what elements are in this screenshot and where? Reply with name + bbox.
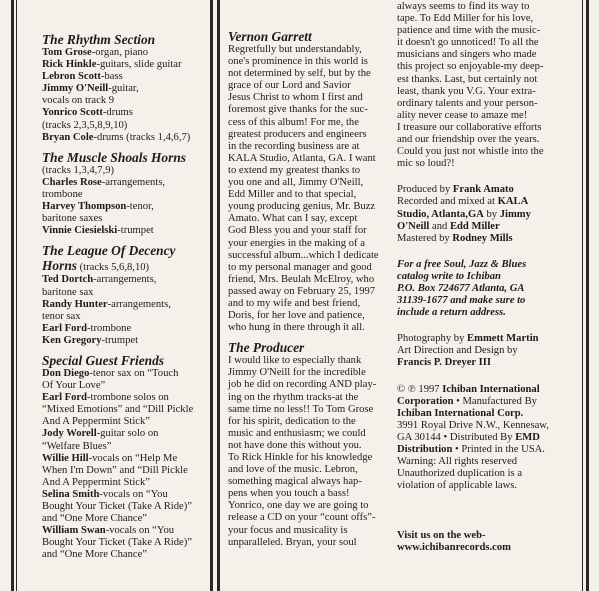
copyright-holder: Ichiban International [442,383,540,395]
guest-member-role: and “One More Chance” [42,549,148,561]
rhythm-member-name: Tom Grose [42,47,92,58]
league-member-name: Ken Gregory [42,334,102,346]
guest-line [42,537,208,549]
guest-line [42,368,208,380]
catalog-line: catalog write to Ichiban [397,270,501,282]
guest-line [42,392,208,404]
legal-notice [397,384,579,493]
text-line: least, thank you V.G. Your extra- [397,85,536,97]
rhythm-member-name: Bryan Cole [42,131,94,143]
text-line: Edd Miller and to that special, [228,189,357,201]
muscle-line [42,177,208,189]
guest-member-name: Earl Ford [42,392,88,404]
league-member-name: Ted Dortch [42,274,94,286]
guest-friends-list [42,368,208,562]
photo-label: Photography by [397,333,468,345]
rhythm-member-role: -drums (tracks 1,4,6,7) [93,131,191,143]
text-line: young producing genius, Mr. Buzz [228,201,376,213]
text-line: greatest producers and engineers [228,128,367,140]
league-line [42,274,208,286]
guest-member-name: Jody Worell [42,428,97,440]
and-label: and [429,220,450,232]
production-credits [397,184,579,244]
text-line: and love of the music. Lebron, [228,464,358,476]
rhythm-member-role: -bass [100,71,123,83]
text-line: in the recording business are at [228,140,360,152]
website-block [397,530,579,554]
muscle-shoals-heading: The Muscle Shoals Horns [42,149,186,165]
guest-member-role: -vocals on “You [99,488,168,500]
guest-member-name: William Swan [42,525,106,537]
league-list [42,274,208,347]
designer-name: Francis P. Dreyer III [397,357,491,369]
text-line: Could you just not whistle into the [397,146,544,158]
photographer-name: Emmett Martin [467,333,539,345]
guest-line [42,441,208,453]
recorded-label: Recorded and mixed at [397,196,498,208]
league-line [42,323,208,335]
distributed-by-label: GA 30144 • Distributed By [397,431,516,443]
guest-member-role: -tenor sax on “Touch [89,367,179,379]
rhythm-line [42,71,208,83]
muscle-member-name: Charles Rose [42,176,102,188]
rhythm-member-role: -drums [102,107,133,119]
producer-heading: The Producer [228,340,305,356]
muscle-member-role: -trumpet [117,225,154,237]
text-line: mic so loud?! [397,158,455,170]
guest-line [42,549,208,561]
text-line: unparalleled. Bryan, your soul [228,536,357,548]
guest-line [42,428,208,440]
photo-credits [397,333,579,369]
text-line: foremost give thanks for the suc- [228,104,368,116]
rhythm-line [42,59,208,71]
text-line: music and enthusiasm; we could [228,427,366,439]
studio-location: Studio, Atlanta,GA [397,208,484,220]
text-line: I treasure our collaborative efforts [397,121,542,133]
rhythm-line [42,107,208,119]
guest-friends-heading: Special Guest Friends [42,352,165,368]
right-column [397,1,579,555]
guest-member-role: “Mixed Emotions” and “Dill Pickle [42,404,194,416]
distributor-name: EMD [515,431,540,443]
engineer-last-name: O'Neill [397,220,430,232]
guest-member-role: -vocals on “You [105,525,175,537]
guest-member-role: -vocals on “Help Me [88,452,178,464]
producer-name: Frank Amato [452,184,514,196]
muscle-member-role: baritone saxes [42,213,103,225]
text-line: God Bless you and your staff for [228,225,367,237]
guest-member-role: Bought Your Ticket (Take A Ride)” [42,537,192,549]
text-line: Jimmy O'Neill for the incredible [228,367,366,379]
rhythm-section-list [42,47,208,144]
credits-column [42,32,208,561]
league-line [42,335,208,347]
muscle-line [42,213,208,225]
text-line: your energies in the making of a [228,237,365,249]
text-line: To Rick Hinkle for his knowledge [228,452,373,463]
producer-text [228,355,388,549]
manufactured-by-label: • Manufactured By [453,395,537,407]
by-label: by [483,208,500,220]
muscle-line [42,189,208,201]
guest-member-role: “Welfare Blues” [42,440,112,452]
left-border-rule [11,0,14,591]
muscle-member-name: Harvey Thompson [42,201,127,213]
text-line: not determined by self, but by the [228,68,371,80]
text-line: it doesn't go unnoticed! To all the [397,37,539,49]
muscle-line [42,225,208,237]
notes-column [228,29,388,549]
guest-line [42,525,208,537]
left-border-thin-rule [16,0,17,591]
text-line: you one and all, Jimmy O'Neill, [228,177,364,189]
text-line: your focus and musicality is [228,524,348,536]
league-member-role: -trumpet [101,334,139,346]
guest-line [42,513,208,525]
catalog-offer [397,259,579,319]
league-member-role: -arrangements, [107,298,171,310]
guest-line [42,477,208,489]
guest-line [42,416,208,428]
muscle-member-name: Vinnie Ciesielski [42,225,118,237]
league-member-role: tenor sax [42,310,81,322]
rhythm-line [42,83,208,95]
muscle-member-role: trombone [42,188,83,200]
guest-member-role: And A Peppermint Stick” [42,476,150,488]
catalog-line: For a free Soul, Jazz & Blues [397,258,527,270]
league-tracks: (tracks 5,6,8,10) [76,262,150,274]
center-rule-right [217,0,220,591]
copyright-holder-cont: Corporation [397,395,454,407]
rhythm-member-role: -guitar, [108,83,139,95]
engineer-first-name: Jimmy [499,208,531,220]
center-rule-left [210,0,213,591]
rhythm-member-name: Rick Hinkle [42,59,97,71]
website-url[interactable]: www.ichibanrecords.com [397,542,511,554]
rhythm-member-name: Yonrico Scott [42,107,103,119]
guest-member-name: Willie Hill [42,452,89,464]
league-line [42,299,208,311]
muscle-line [42,201,208,213]
league-heading-cont: Horns [42,258,77,274]
text-line: patience and time with the music- [397,25,541,37]
text-line: and our friendship over the years. [397,134,540,146]
guest-line [42,404,208,416]
guest-member-role: And A Peppermint Stick” [42,416,150,428]
rhythm-member-name: Lebron Scott [42,71,101,83]
text-line: Jesus Christ to whom I first and [228,92,363,104]
league-member-role: baritone sax [42,286,94,298]
distributor-name-cont: Distribution [397,444,453,455]
text-line: to my personal manager and good [228,261,372,273]
text-line: grace of our Lord and Savior [228,80,351,92]
rhythm-line [42,47,208,59]
produced-by-label: Produced by [397,184,453,196]
league-heading: The League Of Decency [42,243,176,259]
text-line: tape. To Edd Miller for his love, [397,13,534,25]
text-line: always seems to find its way to [397,1,530,12]
rhythm-line [42,132,208,144]
text-line: not have done this without you. [228,439,362,451]
text-line: est thanks. Last, but certainly not [397,73,538,85]
engineer-2-name: Edd Miller [449,220,500,232]
text-line: this project so enjoyable-my deep- [397,61,544,73]
catalog-line: 31139-1677 and make sure to [397,295,526,307]
warning-line-3: violation of applicable laws. [397,480,518,492]
art-direction-label: Art Direction and Design by [397,345,518,357]
guest-member-role: Bought Your Ticket (Take A Ride)” [42,501,192,512]
guest-member-role: Of Your Love” [42,380,106,392]
rhythm-member-role: -organ, piano [91,47,149,58]
text-line: pens when you touch a bass! [228,488,350,500]
text-line: release a CD on your “count offs”- [228,512,376,524]
warning-line-2: Unauthorized duplication is a [397,468,523,480]
catalog-line: P.O. Box 724677 Atlanta, GA [397,282,525,294]
text-line: to extend my greatest thanks to [228,164,361,176]
text-line: and to my wife and best friend, [228,297,361,309]
text-line: friend, Mrs. Beulah McElroy, who [228,273,375,285]
text-line: Yonrico, one day we are going to [228,500,369,512]
guest-member-role: -guitar solo on [96,428,159,440]
right-border-thin-rule [582,0,583,591]
guest-member-name: Selina Smith [42,488,100,500]
guest-line [42,453,208,465]
copyright-year: © ℗ 1997 [397,383,443,395]
vernon-garrett-heading: Vernon Garrett [228,29,312,44]
text-line: musicians and singers who made [397,49,537,61]
guest-line [42,501,208,513]
guest-line [42,465,208,477]
warning-line-1: Warning: All rights reserved [397,456,518,468]
manufacturer-address: 3991 Royal Drive N.W., Kennesaw, [397,419,549,431]
text-line: successful album...which I dedicate [228,249,379,261]
text-line: ality never cease to amaze me! [397,109,528,121]
mastering-engineer: Rodney Mills [452,232,513,244]
guest-member-role: When I'm Down” and “Dill Pickle [42,464,188,476]
studio-name: KALA [497,196,529,208]
text-line: for his spirit, dedication to the [228,415,356,427]
rhythm-line [42,120,208,132]
muscle-member-role: -arrangements, [101,176,165,188]
guest-member-role: -trombone solos on [87,392,169,404]
rhythm-member-role: -guitars, slide guitar [96,59,182,71]
league-member-name: Earl Ford [42,322,88,334]
guest-member-role: and “One More Chance” [42,513,148,525]
text-line: I would like to especially thank [228,355,362,367]
right-border-rule [586,0,589,591]
text-line: cess of this album! For me, the [228,116,359,128]
text-line: job he did on recording AND play- [228,379,377,391]
rhythm-member-role: vocals on track 9 [42,95,115,107]
manufacturer-name: Ichiban International Corp. [397,407,524,419]
league-line [42,311,208,323]
text-line: ordinary talents and your person- [397,97,538,109]
text-line: one's prominence in this world is [228,56,368,68]
guest-line [42,489,208,501]
text-line: something magical always hap- [228,476,362,488]
muscle-member-role: -tenor, [126,201,154,213]
guest-member-name: Don Diego [42,367,90,379]
text-line: KALA Studio, Atlanta, GA. I want [228,152,376,164]
muscle-shoals-tracks: (tracks 1,3,4,7,9) [42,164,115,176]
printed-in-label: • Printed in the USA. [452,444,545,455]
guest-line [42,380,208,392]
league-line [42,287,208,299]
text-line: who hung in there through it all. [228,322,365,334]
text-line: Amato. What can I say, except [228,213,358,225]
producer-text-continued [397,1,579,170]
league-member-role: -trombone [87,322,132,334]
rhythm-section-heading: The Rhythm Section [42,32,156,47]
text-line: Doris, for her love and patience, [228,310,365,322]
rhythm-member-name: Jimmy O'Neill [42,83,109,95]
website-label: Visit us on the web- [397,530,486,542]
text-line: same time no less!! To Tom Grose [228,403,374,415]
vernon-garrett-text [228,44,388,334]
text-line: passed away on February 25, 1997 [228,285,376,297]
text-line: ing on the rhythm tracks-at the [228,391,359,403]
league-member-name: Randy Hunter [42,298,108,310]
mastered-label: Mastered by [397,232,453,244]
muscle-shoals-list [42,177,208,237]
rhythm-line [42,95,208,107]
rhythm-member-role: (tracks 2,3,5,8,9,10) [42,119,128,131]
catalog-line: include a return address. [397,307,506,319]
league-member-role: -arrangements, [93,274,157,286]
text-line: Regretfully but understandably, [228,44,362,55]
